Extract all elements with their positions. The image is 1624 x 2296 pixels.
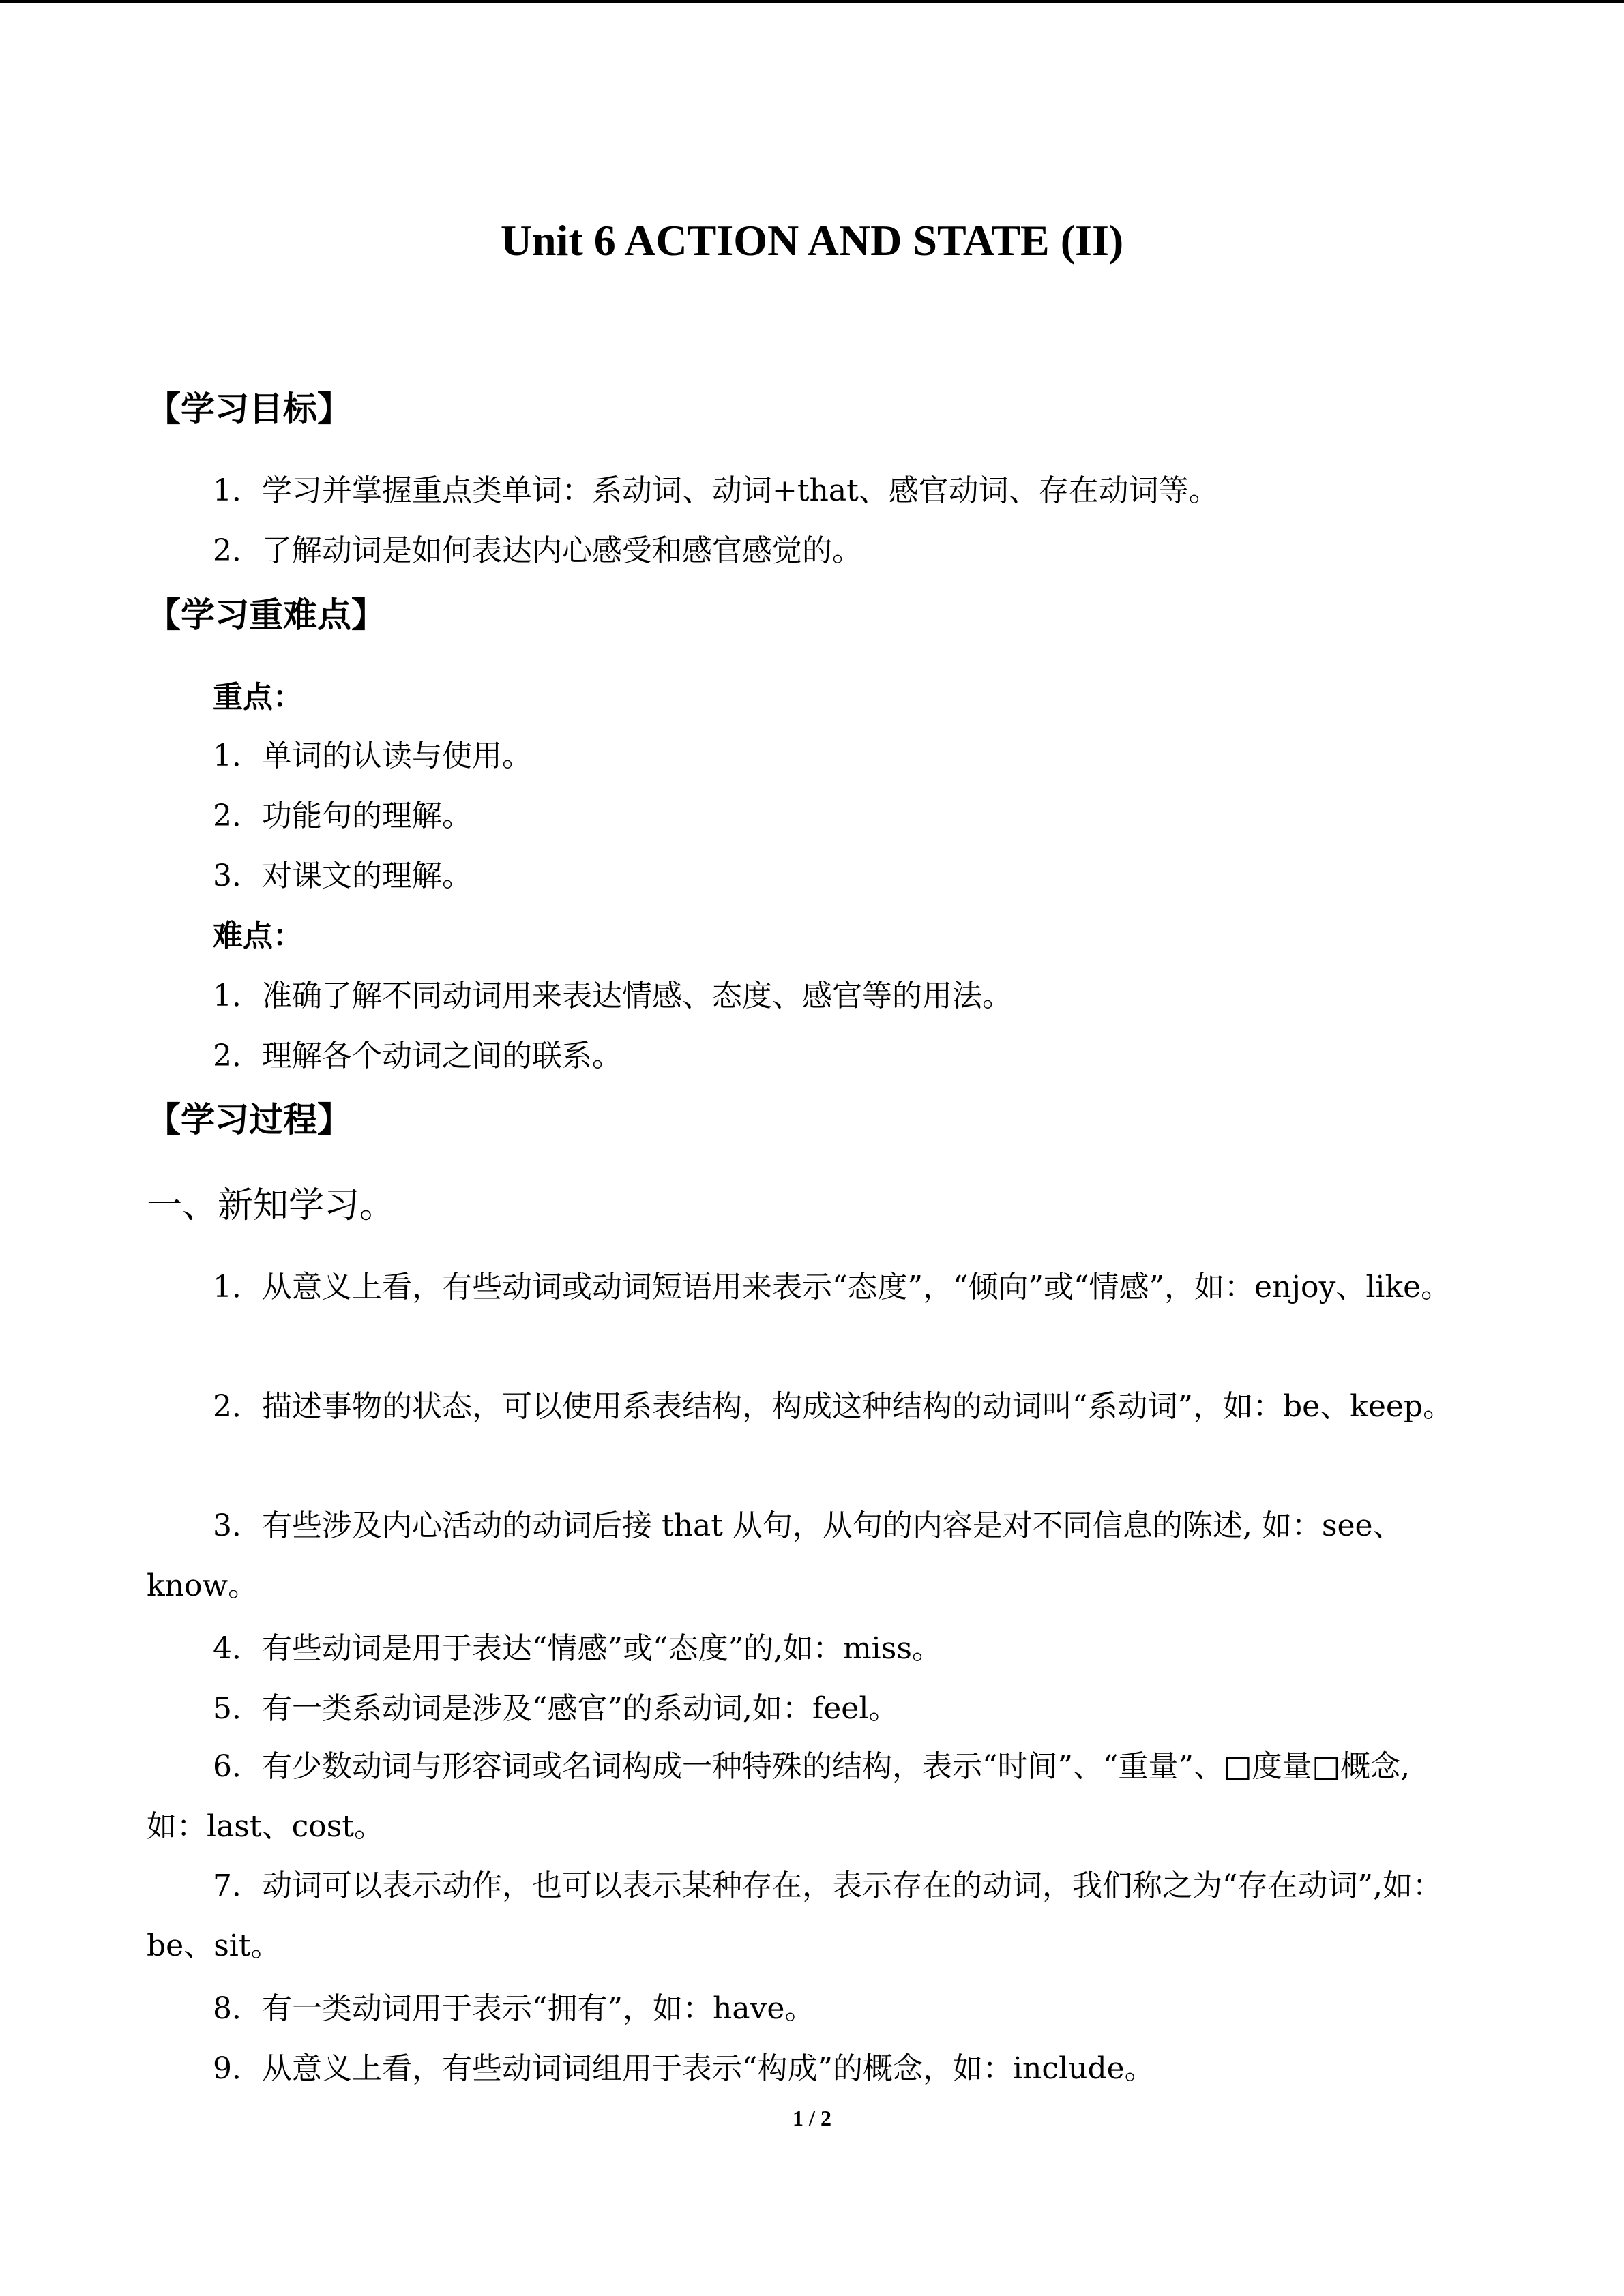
process-item-8: 8．有一类动词用于表示“拥有”，如：have。	[213, 1991, 815, 2026]
difficult-item-2: 2．理解各个动词之间的联系。	[213, 1039, 622, 1073]
key-points-heading: 【学习重难点】	[147, 595, 385, 635]
key-label: 重点：	[213, 680, 303, 715]
part-one-heading: 一、新知学习。	[147, 1185, 396, 1226]
process-item-3: 3．有些涉及内心活动的动词后接 that 从句，从句的内容是对不同信息的陈述, 如：see、know。	[147, 1508, 1403, 1603]
process-heading: 【学习过程】	[147, 1100, 351, 1139]
difficult-label: 难点：	[213, 919, 303, 953]
process-item-4: 4．有些动词是用于表达“情感”或“态度”的,如：miss。	[213, 1631, 942, 1666]
process-item-1: 1．从意义上看，有些动词或动词短语用来表示“态度”，“倾向”或“情感”，如：enjoy、like。	[213, 1270, 1451, 1304]
top-border-line	[0, 0, 1624, 3]
page-title: Unit 6 ACTION AND STATE (II)	[500, 216, 1124, 265]
key-item-1: 1．单词的认读与使用。	[213, 739, 532, 773]
objective-item-1: 1．学习并掌握重点类单词：系动词、动词+that、感官动词、存在动词等。	[213, 473, 1219, 508]
difficult-item-1: 1．准确了解不同动词用来表达情感、态度、感官等的用法。	[213, 979, 1012, 1013]
process-item-2: 2．描述事物的状态，可以使用系表结构，构成这种结构的动词叫“系动词”，如：be、keep。	[213, 1389, 1453, 1424]
process-item-5: 5．有一类系动词是涉及“感官”的系动词,如：feel。	[213, 1691, 899, 1726]
process-item-9: 9．从意义上看，有些动词词组用于表示“构成”的概念，如：include。	[213, 2051, 1155, 2086]
process-item-6: 6．有少数动词与形容词或名词构成一种特殊的结构，表示“时间”、“重量”、□度量□概念,如：last、cost。	[147, 1749, 1411, 1844]
key-item-3: 3．对课文的理解。	[213, 859, 472, 893]
process-item-7: 7．动词可以表示动作，也可以表示某种存在，表示存在的动词，我们称之为“存在动词”,如：be、sit。	[147, 1868, 1443, 1963]
key-item-2: 2．功能句的理解。	[213, 799, 472, 833]
page-number: 1 / 2	[793, 2106, 831, 2130]
objective-item-2: 2．了解动词是如何表达内心感受和感官感觉的。	[213, 533, 862, 568]
objectives-heading: 【学习目标】	[147, 389, 351, 429]
